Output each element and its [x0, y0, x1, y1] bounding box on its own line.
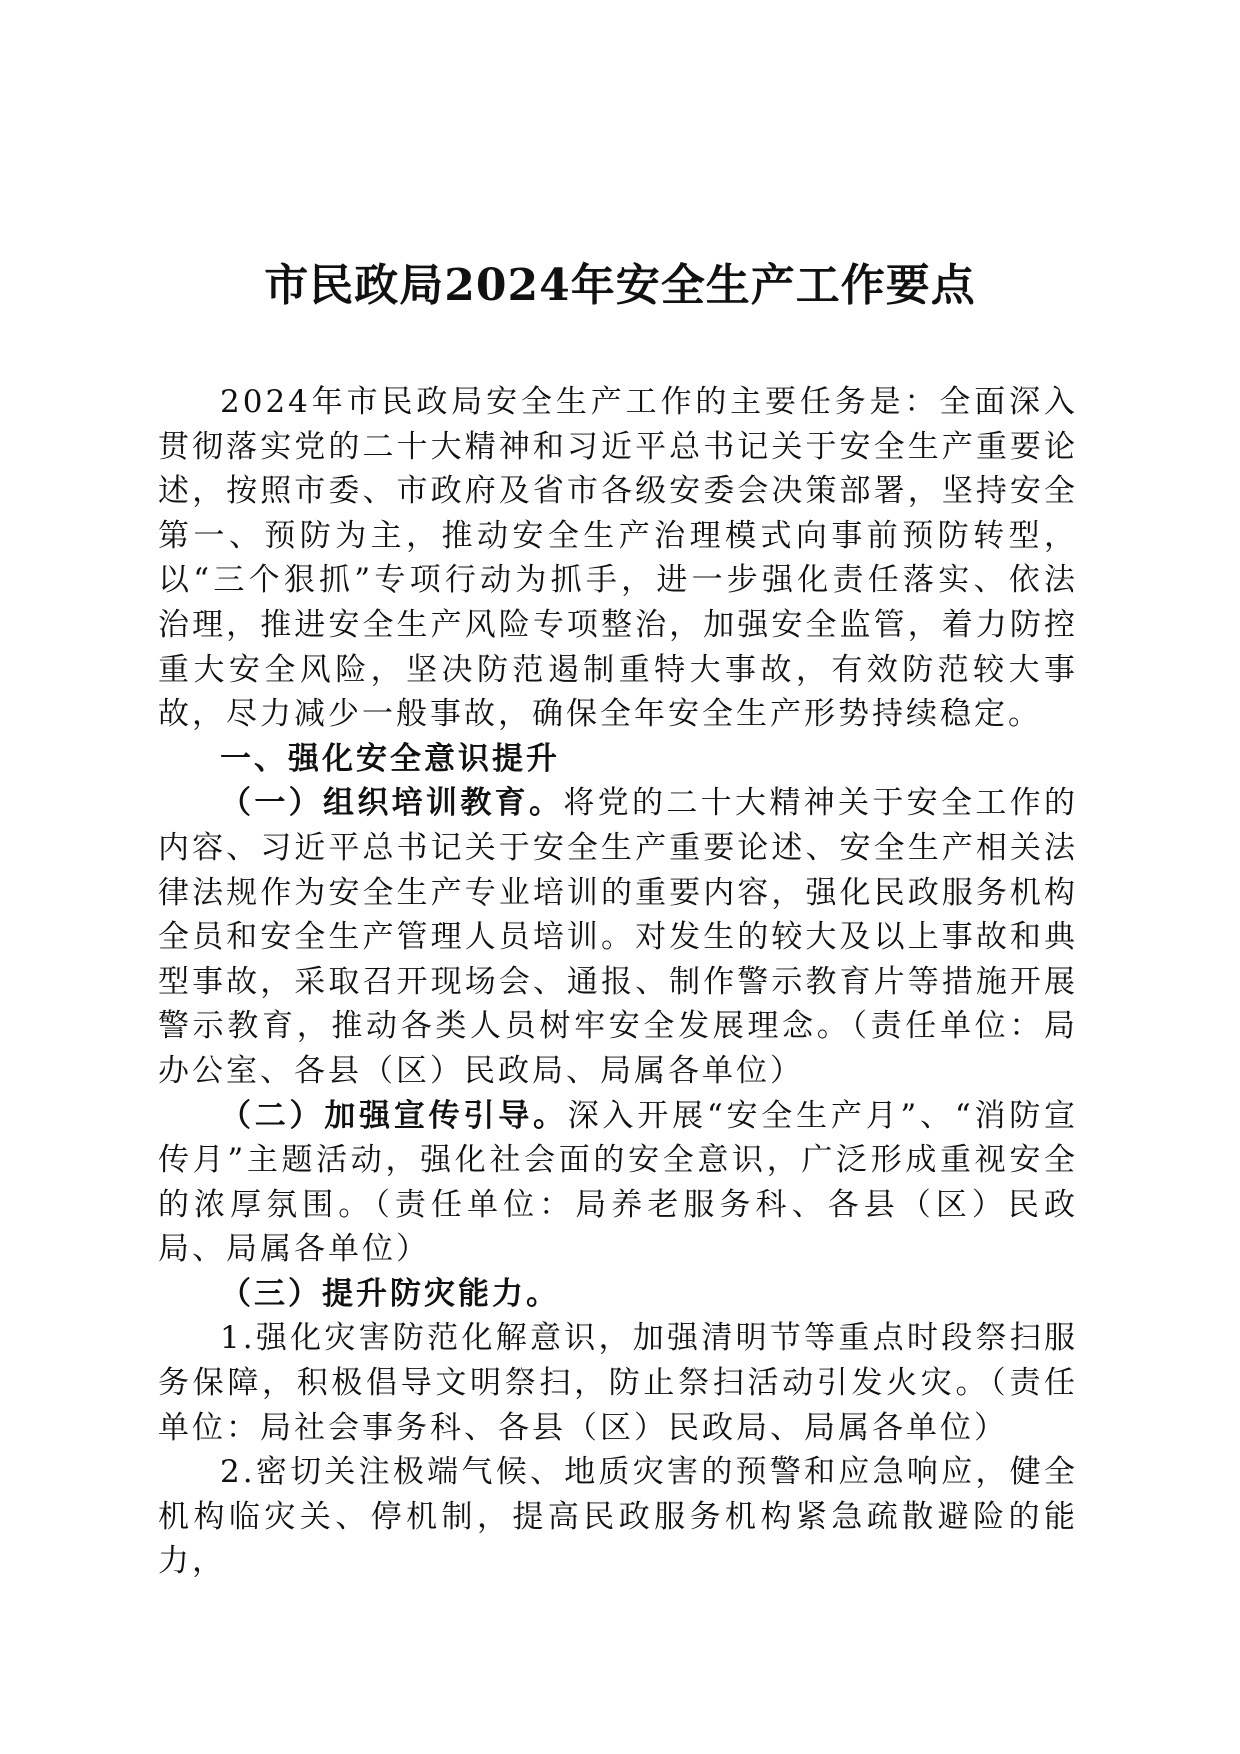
point-paragraph-1: 1.强化灾害防范化解意识，加强清明节等重点时段祭扫服务保障，积极倡导文明祭扫，防止祭扫活动引发火灾。（责任单位：局社会事务科、各县（区）民政局、局属各单位） [158, 1320, 1078, 1446]
intro-paragraph: 2024年市民政局安全生产工作的主要任务是：全面深入贯彻落实党的二十大精神和习近平总书记关于安全生产重要论述，按照市委、市政府及省市各级安委会决策部署，坚持安全第一、预防为主，推动安全生产治理模式向事前预防转型，以“三个狠抓”专项行动为抓手，进一步强化责任落实、依法治理，推进安全生产风险专项整治，加强安全监管，着力防控重大安全风险，坚决防范遏制重特大事故，有效防范较大事故，尽力减少一般事故，确保全年安全生产形势持续稳定。 [158, 384, 1078, 733]
point-paragraph-2: 2.密切关注极端气候、地质灾害的预警和应急响应，健全机构临灾关、停机制，提高民政服务机构紧急疏散避险的能力， [158, 1454, 1078, 1580]
document-body [158, 380, 1078, 1584]
item-text-2: 深入开展“安全生产月”、“消防宣传月”主题活动，强化社会面的安全意识，广泛形成重视安全的浓厚氛围。（责任单位：局养老服务科、各县（区）民政局、局属各单位） [158, 1097, 1078, 1268]
item-heading-1: （一）组织培训教育。 [220, 785, 564, 822]
section-heading-1: 一、强化安全意识提升 [220, 740, 560, 777]
item-paragraph-3 [158, 1272, 1078, 1317]
item-text-1: 将党的二十大精神关于安全工作的内容、习近平总书记关于安全生产重要论述、安全生产相关法律法规作为安全生产专业培训的重要内容，强化民政服务机构全员和安全生产管理人员培训。对发生的较大及以上事故和典型事故，采取召开现场会、通报、制作警示教育片等措施开展警示教育，推动各类人员树牢安全发展理念。（责任单位：局办公室、各县（区）民政局、局属各单位） [158, 785, 1079, 1089]
item-paragraph-2 [158, 1094, 1078, 1272]
item-heading-3: （三）提升防灾能力。 [220, 1275, 560, 1312]
item-heading-2: （二）加强宣传引导。 [220, 1097, 568, 1134]
item-paragraph-1 [158, 781, 1078, 1093]
document-title: 市民政局2024年安全生产工作要点 [264, 260, 976, 311]
